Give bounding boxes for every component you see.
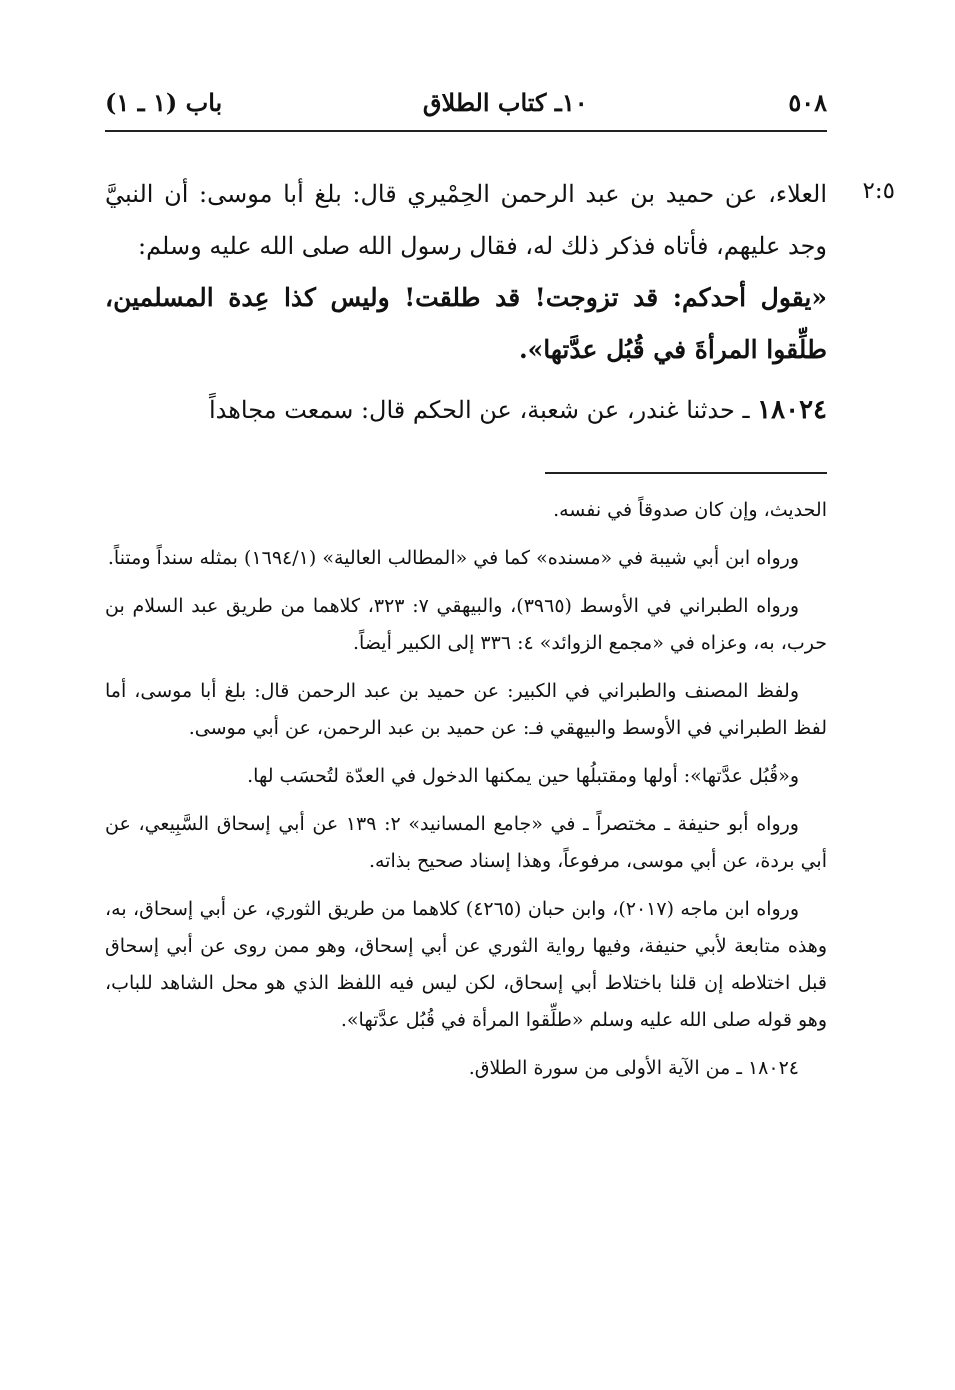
margin-reference: ٢:٥ — [862, 178, 895, 204]
book-title: ١٠ـ كتاب الطلاق — [422, 87, 588, 117]
footnote-paragraph: الحديث، وإن كان صدوقاً في نفسه. — [553, 499, 827, 521]
footnote-paragraph: ورواه الطبراني في الأوسط (٣٩٦٥)، والبيهقي ٧: ٣٢٣، كلاهما من طريق عبد السلام بن حرب، به، وعزاه في «مجمع الزوائد» ٤: ٣٣٦ إلى الكبير أيضاً. — [105, 595, 827, 654]
footnote-paragraph: ورواه أبو حنيفة ـ مختصراً ـ في «جامع المسانيد» ٢: ١٣٩ عن أبي إسحاق السَّبِيعي، عن أبي بردة، عن أبي موسى، مرفوعاً، وهذا إسناد صحيح بذاته. — [105, 813, 827, 872]
main-paragraph: العلاء، عن حميد بن عبد الرحمن الحِمْيري قال: بلغ أبا موسى: أن النبيَّ وجد عليهم، فأتاه فذكر ذلك له، فقال رسول الله صلى الله عليه وسلم: — [105, 180, 827, 260]
footnote-paragraph: ورواه ابن ماجه (٢٠١٧)، وابن حبان (٤٢٦٥) كلاهما من طريق الثوري، عن أبي إسحاق، به، وهذه متابعة لأبي حنيفة، وفيها رواية الثوري عن أبي إسحاق، وهو ممن روى عن أبي إسحاق قبل اختلاطه إن قلنا باختلاط أبي إسحاق، لكن ليس فيه اللفظ الذي هو محل الشاهد للباب، وهو قوله صلى الله عليه وسلم «طلِّقوا المرأة في قُبُل عدَّتها». — [105, 898, 827, 1031]
hadith-chain: ـ حدثنا غندر، عن شعبة، عن الحكم قال: سمعت مجاهداً — [209, 396, 750, 424]
page-number: ٥٠٨ — [788, 87, 827, 117]
main-text — [105, 168, 827, 436]
footnote-paragraph: ورواه ابن أبي شيبة في «مسنده» كما في «المطالب العالية» (١٦٩٤/١) بمثله سنداً ومتناً. — [107, 547, 799, 569]
header-rule — [105, 130, 827, 132]
footnote-paragraph: ١٨٠٢٤ ـ من الآية الأولى من سورة الطلاق. — [468, 1057, 799, 1079]
footnote-rule — [545, 472, 827, 474]
footnote-paragraph: و«قُبُل عدَّتها»: أولها ومقتبلُها حين يمكنها الدخول في العدّة لتُحسَب لها. — [247, 765, 799, 787]
footnote-paragraph: ولفظ المصنف والطبراني في الكبير: عن حميد بن عبد الرحمن قال: بلغ أبا موسى، أما لفظ الطبراني في الأوسط والبيهقي فـ: عن حميد بن عبد الرحمن، عن أبي موسى. — [105, 680, 827, 739]
footnotes — [105, 492, 827, 1098]
hadith-entry — [105, 384, 827, 436]
hadith-quote: «يقول أحدكم: قد تزوجت! قد طلقت! وليس كذا عِدة المسلمين، طلِّقوا المرأةَ في قُبُل عدَّتها». — [105, 283, 827, 364]
hadith-number: ١٨٠٢٤ — [757, 395, 827, 425]
page-header — [105, 82, 827, 122]
chapter-label: باب (١ ـ ١) — [105, 87, 223, 117]
